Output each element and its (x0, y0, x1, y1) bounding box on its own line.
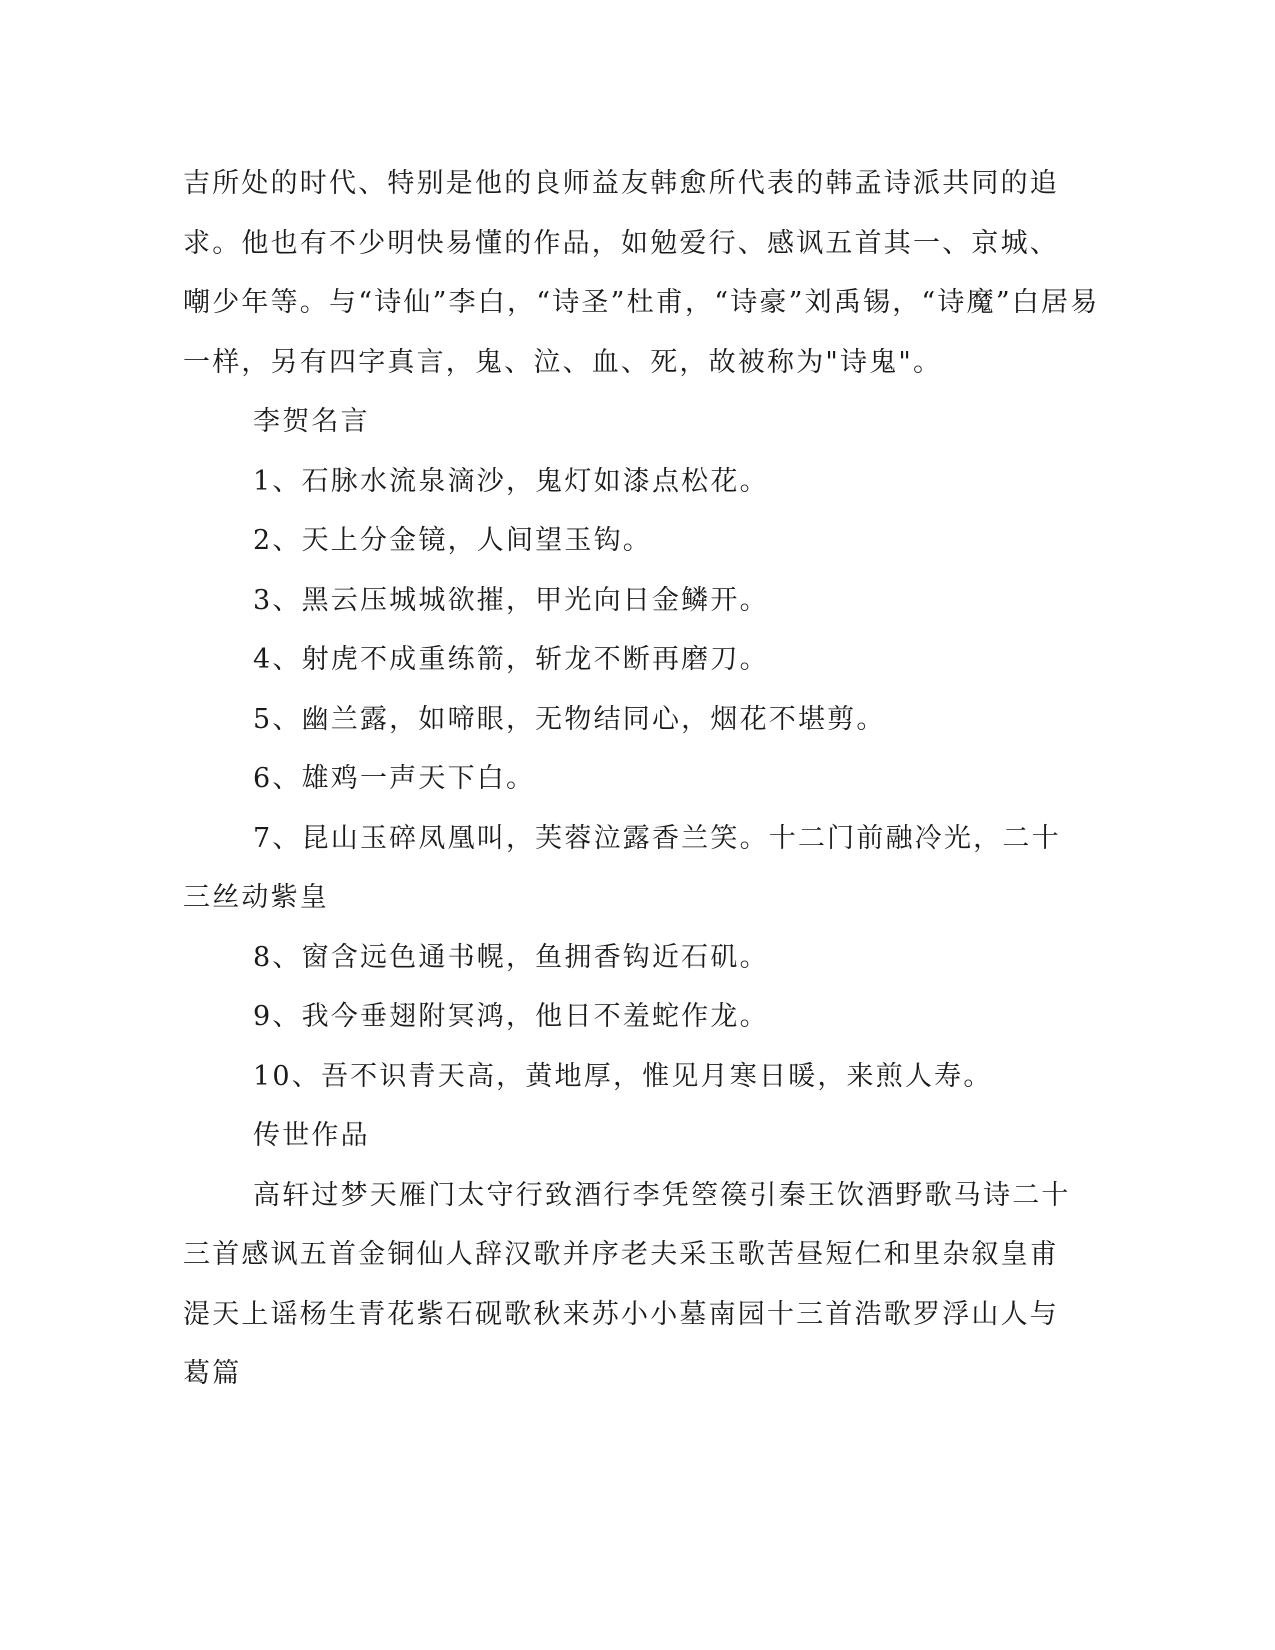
quote-item: 8、窗含远色通书幌，鱼拥香钩近石矶。 (253, 941, 769, 973)
intro-line: 吉所处的时代、特别是他的良师益友韩愈所代表的韩孟诗派共同的追 (183, 168, 1059, 199)
quote-item: 2、天上分金镜，人间望玉钩。 (253, 525, 652, 556)
works-line: 高轩过梦天雁门太守行致酒行李凭箜篌引秦王饮酒野歌马诗二十 (253, 1179, 1071, 1211)
quote-item: 3、黑云压城城欲摧，甲光向日金鳞开。 (253, 584, 769, 616)
works-line: 湜天上谣杨生青花紫石砚歌秋来苏小小墓南园十三首浩歌罗浮山人与 (183, 1298, 1059, 1330)
works-heading: 传世作品 (253, 1120, 370, 1151)
quote-item: 4、射虎不成重练箭，斩龙不断再磨刀。 (253, 644, 769, 675)
quote-item-continuation: 三丝动紫皇 (183, 882, 329, 913)
works-line: 葛篇 (183, 1358, 242, 1389)
quote-item: 1、石脉水流泉滴沙，鬼灯如漆点松花。 (253, 465, 769, 497)
quote-item: 6、雄鸡一声天下白。 (253, 763, 536, 794)
quote-item: 7、昆山玉碎凤凰叫，芙蓉泣露香兰笑。十二门前融冷光，二十 (253, 822, 1061, 854)
quotes-heading: 李贺名言 (253, 406, 370, 437)
document-body (183, 154, 1100, 1404)
quote-item: 10、吾不识青天高，黄地厚，惟见月寒日暖，来煎人寿。 (253, 1060, 993, 1092)
quote-item: 9、我今垂翅附冥鸿，他日不羞蛇作龙。 (253, 1001, 769, 1032)
intro-line: 一样，另有四字真言，鬼、泣、血、死，故被称为"诗鬼"。 (183, 346, 943, 378)
intro-line: 嘲少年等。与“诗仙”李白，“诗圣”杜甫，“诗豪”刘禹锡，“诗魔”白居易 (183, 287, 1100, 318)
quote-item: 5、幽兰露，如啼眼，无物结同心，烟花不堪剪。 (253, 703, 886, 735)
intro-line: 求。他也有不少明快易懂的作品，如勉爱行、感讽五首其一、京城、 (183, 227, 1059, 259)
works-line: 三首感讽五首金铜仙人辞汉歌并序老夫采玉歌苦昼短仁和里杂叙皇甫 (183, 1239, 1059, 1270)
